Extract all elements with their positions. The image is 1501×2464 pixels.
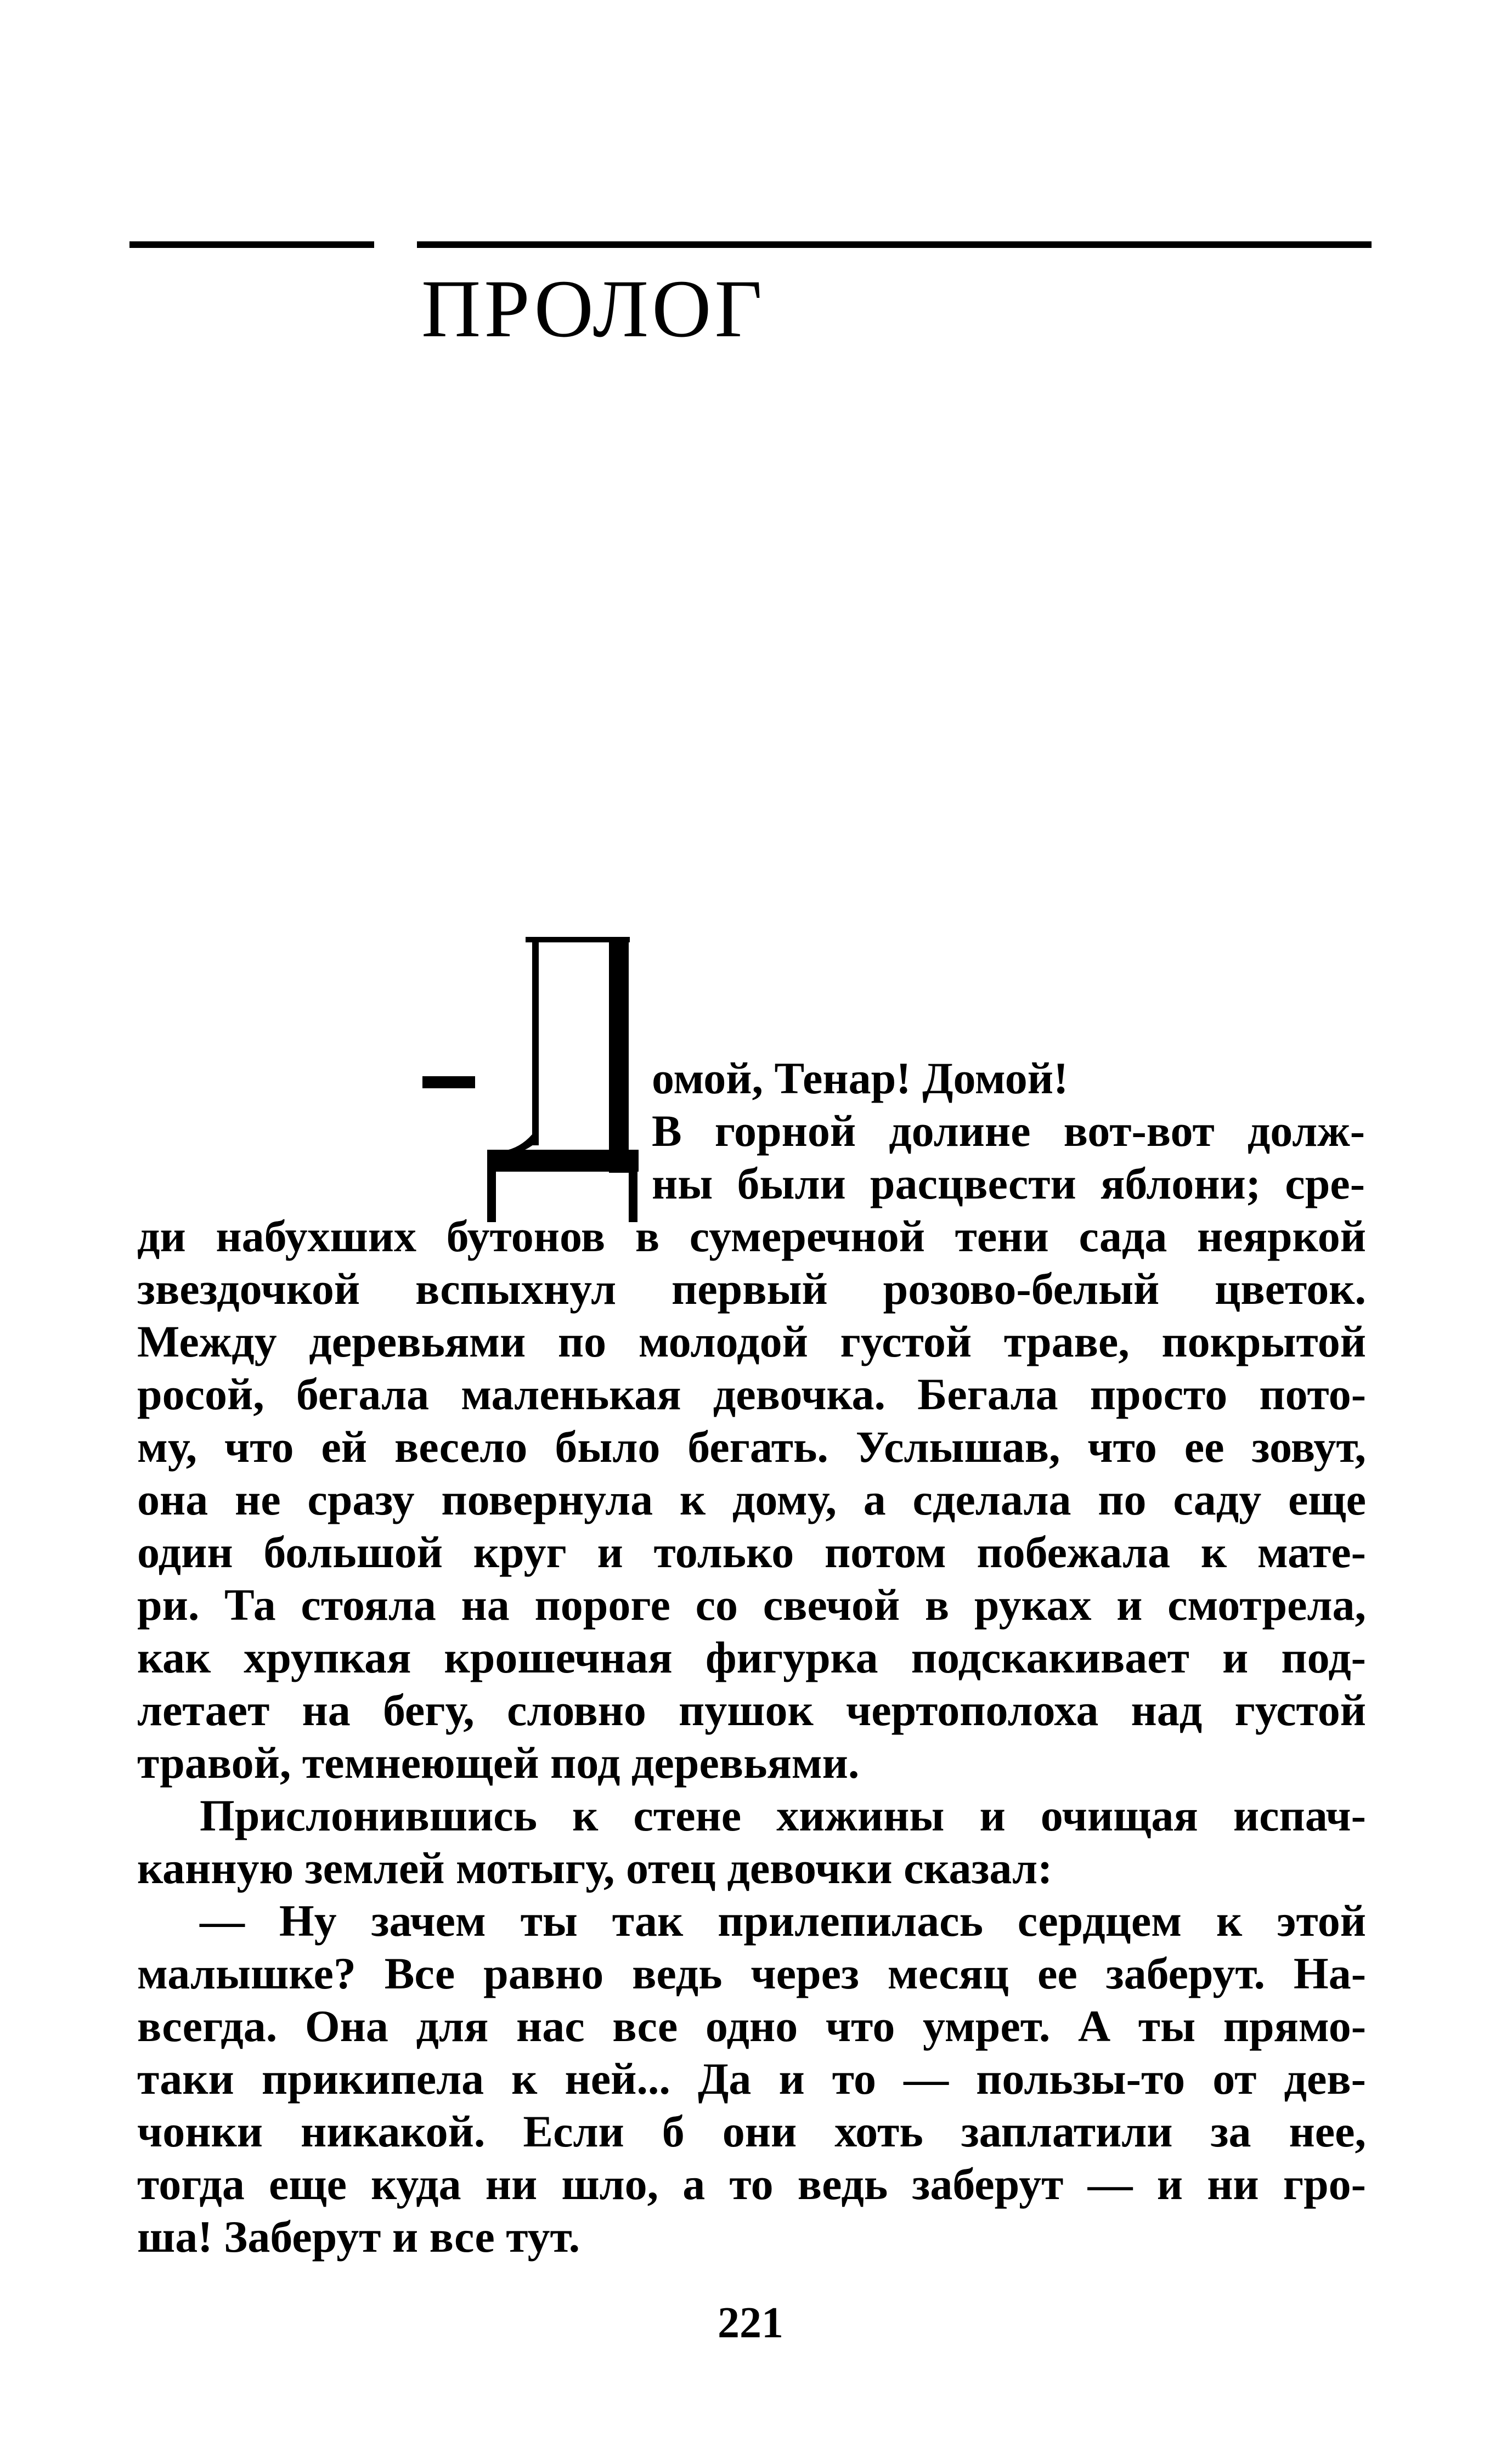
page-number: 221 <box>718 2299 783 2347</box>
header-rule-left <box>129 241 374 248</box>
text-line: звездочкой вспыхнул первый розово-белый цветок. <box>137 1264 1366 1314</box>
text-line: ша! Заберут и все тут. <box>137 2212 580 2262</box>
dropcap-letter <box>487 937 639 1222</box>
dropcap-line-2: В горной долине вот-вот долж- <box>652 1106 1365 1156</box>
text-line: травой, темнеющей под деревьями. <box>137 1738 860 1788</box>
paragraph-2 <box>137 1789 1366 1895</box>
text-line: ри. Та стояла на пороге со свечой в руках и смотрела, <box>137 1580 1366 1630</box>
text-line: она не сразу повернула к дому, а сделала по саду еще <box>137 1474 1366 1524</box>
text-line: тогда еще куда ни шло, а то ведь заберут — и ни гро- <box>137 2159 1366 2209</box>
text-line: таки прикипела к ней... Да и то — пользы-то от дев- <box>137 2054 1366 2104</box>
text-line: летает на бегу, словно пушок чертополоха над густой <box>137 1685 1366 1735</box>
text-line: чонки никакой. Если б они хоть заплатили за нее, <box>137 2106 1366 2156</box>
dropcap-dash <box>422 1076 475 1088</box>
text-line: канную землей мотыгу, отец девочки сказал: <box>137 1843 1053 1893</box>
text-line: малышке? Все равно ведь через месяц ее заберут. На- <box>137 1948 1366 1998</box>
dropcap-lines <box>652 1052 1365 1210</box>
text-line: один большой круг и только потом побежала к мате- <box>137 1527 1366 1577</box>
text-line: как хрупкая крошечная фигурка подскакивает и под- <box>137 1632 1366 1682</box>
text-line: Между деревьями по молодой густой траве, покрытой <box>137 1316 1366 1366</box>
header-rule-right <box>417 241 1372 248</box>
dropcap-letter-glyph <box>487 937 639 1222</box>
chapter-title: ПРОЛОГ <box>421 263 766 354</box>
text-line: му, что ей весело было бегать. Услышав, что ее зовут, <box>137 1422 1366 1472</box>
dropcap-line-1: омой, Тенар! Домой! <box>652 1053 1069 1103</box>
text-line: ди набухших бутонов в сумеречной тени сада неяркой <box>137 1211 1366 1261</box>
paragraph-1 <box>137 1210 1366 1789</box>
paragraph-3 <box>137 1895 1366 2263</box>
text-line: всегда. Она для нас все одно что умрет. А ты прямо- <box>137 2001 1366 2051</box>
dropcap-line-3: ны были расцвести яблони; сре- <box>652 1158 1365 1208</box>
text-line: Прислонившись к стене хижины и очищая испач- <box>200 1790 1366 1840</box>
text-line: росой, бегала маленькая девочка. Бегала просто пото- <box>137 1369 1366 1419</box>
text-line: — Ну зачем ты так прилепилась сердцем к этой <box>200 1896 1366 1946</box>
